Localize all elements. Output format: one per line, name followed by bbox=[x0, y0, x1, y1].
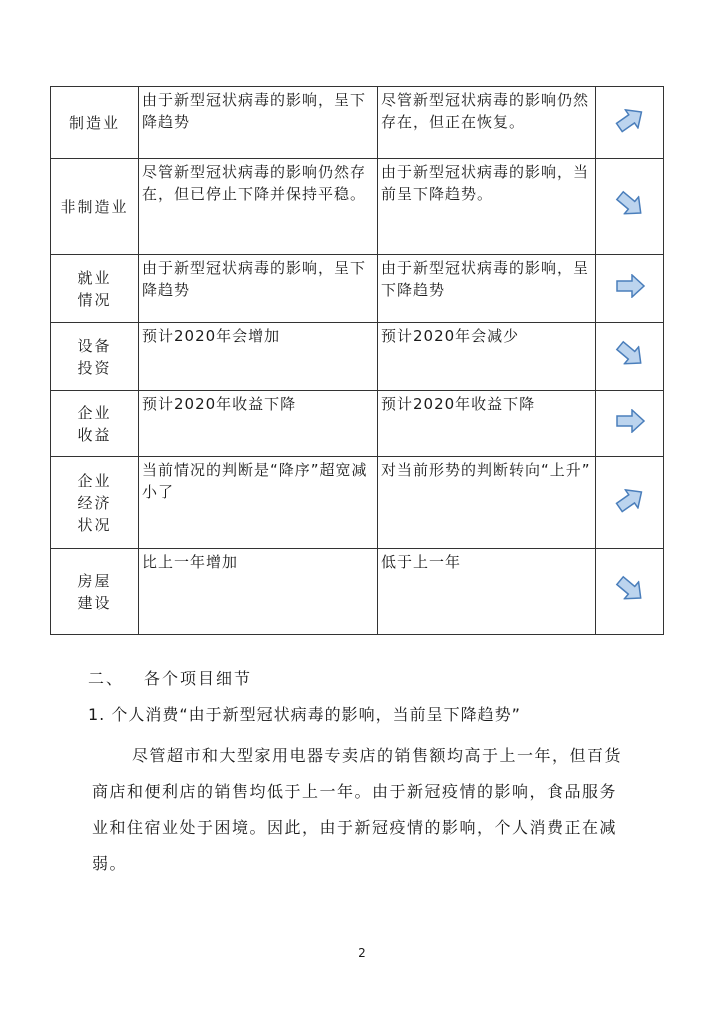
previous-assessment: 当前情况的判断是“降序”超宽减小了 bbox=[139, 457, 378, 549]
previous-assessment: 由于新型冠状病毒的影响，呈下降趋势 bbox=[139, 255, 378, 323]
row-label: 制造业 bbox=[51, 87, 139, 159]
row-label: 房屋 建设 bbox=[51, 549, 139, 635]
current-assessment: 预计2020年会减少 bbox=[378, 323, 596, 391]
trend-cell bbox=[596, 457, 664, 549]
up-right-arrow-icon bbox=[610, 101, 648, 138]
row-label: 设备 投资 bbox=[51, 323, 139, 391]
down-right-arrow-icon bbox=[610, 335, 648, 373]
section-heading bbox=[88, 666, 252, 689]
table-row bbox=[51, 549, 664, 635]
comparison-table bbox=[50, 86, 664, 635]
previous-assessment: 预计2020年收益下降 bbox=[139, 391, 378, 457]
page-number: 2 bbox=[358, 946, 366, 960]
row-label: 企业 经济 状况 bbox=[51, 457, 139, 549]
trend-cell bbox=[596, 391, 664, 457]
subsection-heading: 1. 个人消费“由于新型冠状病毒的影响，当前呈下降趋势” bbox=[88, 705, 521, 724]
down-right-arrow-icon bbox=[610, 185, 648, 223]
down-right-arrow-icon bbox=[610, 570, 648, 608]
row-label: 就业 情况 bbox=[51, 255, 139, 323]
current-assessment: 尽管新型冠状病毒的影响仍然存在，但正在恢复。 bbox=[378, 87, 596, 159]
table-row bbox=[51, 87, 664, 159]
section-title: 各个项目细节 bbox=[144, 669, 253, 688]
up-right-arrow-icon bbox=[610, 481, 648, 518]
table-row bbox=[51, 159, 664, 255]
table-row bbox=[51, 323, 664, 391]
table-row bbox=[51, 391, 664, 457]
previous-assessment: 比上一年增加 bbox=[139, 549, 378, 635]
current-assessment: 由于新型冠状病毒的影响，呈下降趋势 bbox=[378, 255, 596, 323]
current-assessment: 对当前形势的判断转向“上升” bbox=[378, 457, 596, 549]
trend-cell bbox=[596, 255, 664, 323]
right-arrow-icon bbox=[615, 274, 645, 298]
current-assessment: 预计2020年收益下降 bbox=[378, 391, 596, 457]
row-label: 企业 收益 bbox=[51, 391, 139, 457]
table-row bbox=[51, 255, 664, 323]
trend-cell bbox=[596, 323, 664, 391]
right-arrow-icon bbox=[615, 409, 645, 433]
previous-assessment: 由于新型冠状病毒的影响，呈下降趋势 bbox=[139, 87, 378, 159]
trend-cell bbox=[596, 87, 664, 159]
previous-assessment: 尽管新型冠状病毒的影响仍然存在，但已停止下降并保持平稳。 bbox=[139, 159, 378, 255]
current-assessment: 低于上一年 bbox=[378, 549, 596, 635]
row-label: 非制造业 bbox=[51, 159, 139, 255]
current-assessment: 由于新型冠状病毒的影响，当前呈下降趋势。 bbox=[378, 159, 596, 255]
trend-cell bbox=[596, 549, 664, 635]
section-number: 二、 bbox=[88, 669, 125, 688]
body-paragraph: 尽管超市和大型家用电器专卖店的销售额均高于上一年，但百货商店和便利店的销售均低于上一年。由于新冠疫情的影响，食品服务业和住宿业处于困境。因此，由于新冠疫情的影响，个人消费正在减弱。 bbox=[92, 746, 623, 873]
previous-assessment: 预计2020年会增加 bbox=[139, 323, 378, 391]
trend-cell bbox=[596, 159, 664, 255]
table-row bbox=[51, 457, 664, 549]
